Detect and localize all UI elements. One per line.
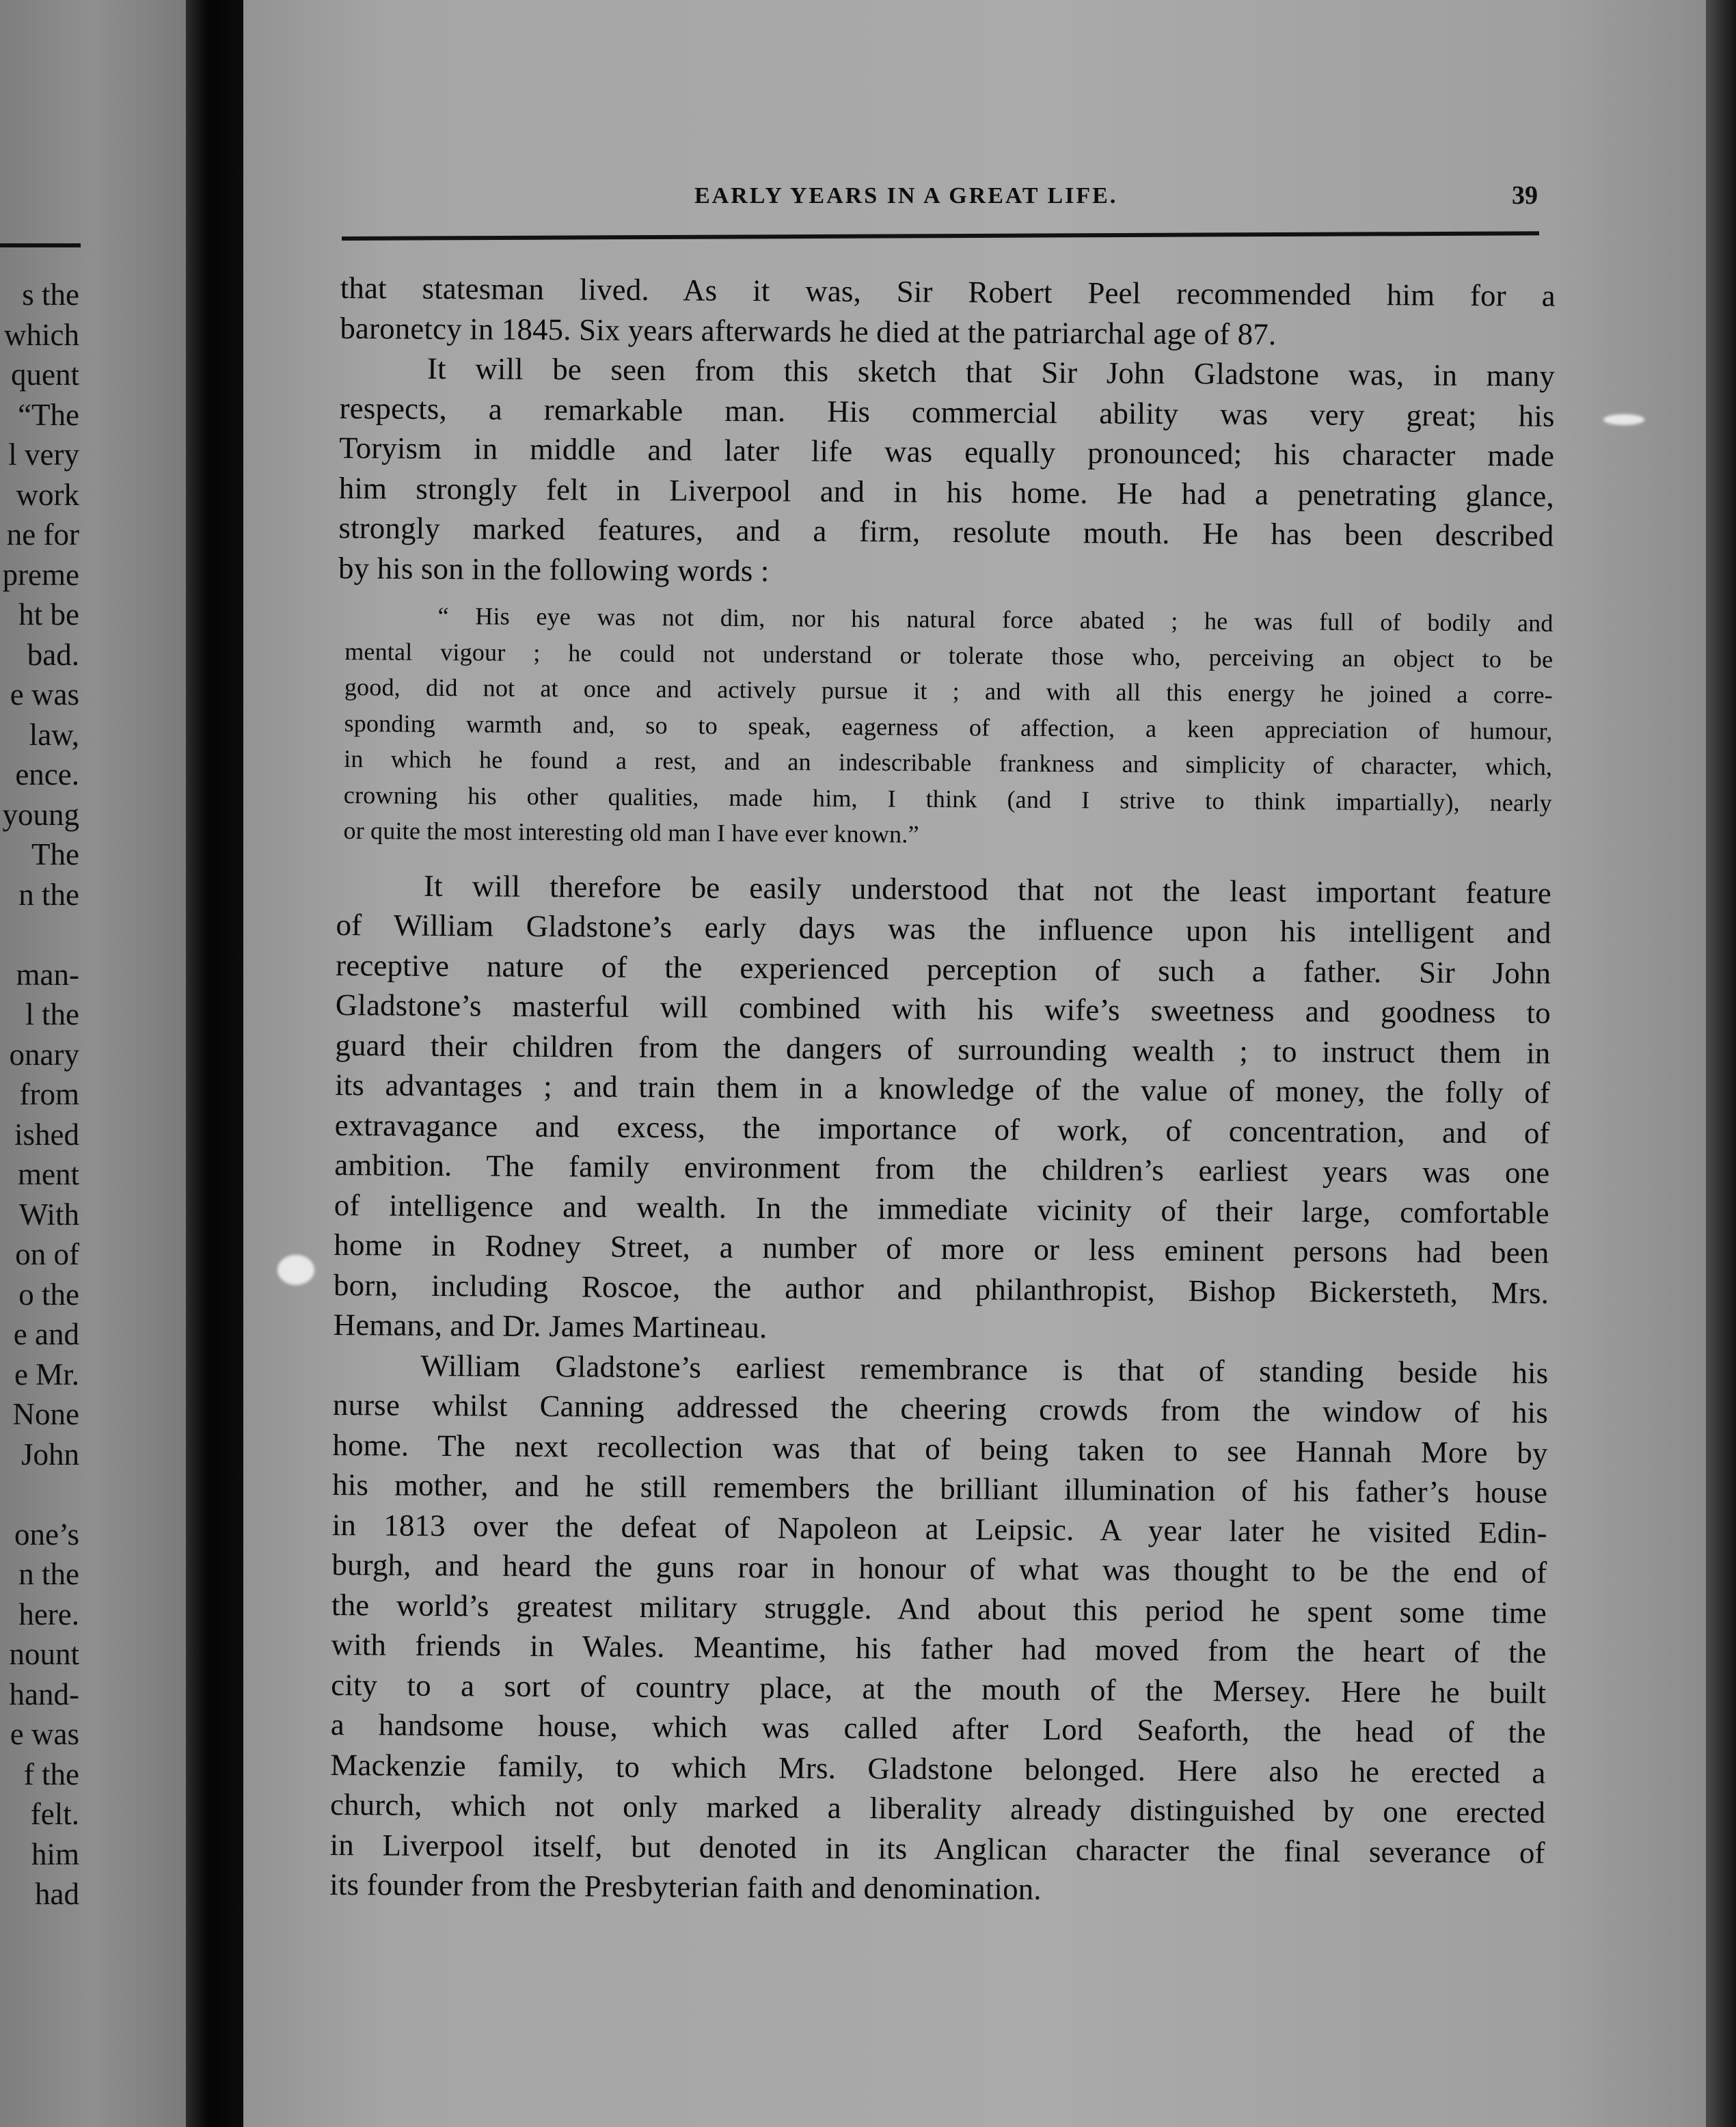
text-line: Gladstone’s masterful will combined with his wife’s sweetness and goodness to: [335, 987, 1551, 1030]
text-line: that statesman lived. As it was, Sir Robert Peel recommended him for a: [340, 270, 1556, 313]
quote-line: or quite the most interesting old man I have ever known.”: [343, 817, 919, 848]
left-page-fragment-line: [3, 915, 80, 955]
left-page-fragment-line: work: [16, 477, 79, 512]
text-line: the world’s greatest military struggle. And about this period he spent some time: [331, 1587, 1547, 1630]
left-page-fragment-line: young: [2, 797, 79, 832]
left-page-fragment-line: ished: [14, 1117, 79, 1152]
left-page-header-rule: [0, 243, 81, 247]
left-page-fragment-line: ht be: [18, 597, 79, 632]
text-line: its advantages ; and train them in a knowledge of the value of money, the folly of: [334, 1067, 1551, 1110]
left-page-fragment-line: ne for: [6, 517, 79, 552]
left-page-fragment-line: ence.: [15, 757, 79, 791]
text-line: a handsome house, which was called after Lord Seaforth, the head of the: [330, 1707, 1546, 1750]
paragraph-1: [340, 268, 1556, 356]
left-page-fragment-line: onary: [9, 1037, 79, 1072]
text-line: home in Rodney Street, a number of more or less eminent persons had been: [334, 1227, 1549, 1270]
text-line: ambition. The family environment from the children’s earliest years was one: [334, 1147, 1550, 1190]
right-page: [243, 0, 1706, 2127]
left-page-fragment-line: which: [4, 317, 79, 352]
left-page-fragment-line: n the: [18, 1557, 79, 1591]
text-line: in 1813 over the defeat of Napoleon at Leipsic. A year later he visited Edin-: [331, 1507, 1547, 1550]
left-page-fragment-line: ment: [18, 1157, 79, 1191]
text-line: his mother, and he still remembers the brilliant illumination of his father’s house: [332, 1467, 1548, 1510]
quote-line: sponding warmth and, so to speak, eagerness of affection, a keen appreciation of humour,: [344, 709, 1553, 745]
left-page-fragment-line: him: [31, 1837, 79, 1871]
text-line: strongly marked features, and a firm, resolute mouth. He has been described: [338, 510, 1554, 553]
left-page-fragment: [0, 0, 186, 2127]
left-page-fragment-line: hand-: [9, 1677, 79, 1711]
left-page-fragment-line: “The: [18, 397, 79, 432]
text-line: with friends in Wales. Meantime, his father had moved from the heart of the: [331, 1627, 1547, 1670]
text-line: home. The next recollection was that of being taken to see Hannah More by: [332, 1427, 1548, 1470]
scan-blemish: [1603, 414, 1644, 425]
left-page-fragment-line: on of: [15, 1237, 79, 1271]
left-page-fragment-line: here.: [18, 1597, 79, 1631]
text-line: Hemans, and Dr. James Martineau.: [333, 1307, 768, 1345]
scan-blemish: [277, 1255, 314, 1285]
text-line: Mackenzie family, to which Mrs. Gladstone belonged. Here also he erected a: [330, 1747, 1546, 1790]
text-line: by his son in the following words :: [338, 550, 770, 588]
left-page-fragment-line: l very: [8, 437, 79, 472]
text-line: born, including Roscoe, the author and philanthropist, Bishop Bickersteth, Mrs.: [333, 1267, 1549, 1310]
text-line: Toryism in middle and later life was equally pronounced; his character made: [339, 430, 1555, 473]
left-page-fragment-line: bad.: [27, 637, 79, 672]
left-page-fragment-line: With: [18, 1197, 79, 1232]
body-text: [329, 268, 1556, 1912]
left-page-fragment-line: s the: [22, 277, 79, 312]
left-page-fragment-line: felt.: [30, 1797, 79, 1831]
text-line: city to a sort of country place, at the mouth of the Mersey. Here he built: [331, 1667, 1547, 1710]
quote-line: in which he found a rest, and an indescribable frankness and simplicity of character, which,: [344, 745, 1553, 781]
text-line: of intelligence and wealth. In the immediate vicinity of their large, comfortable: [334, 1187, 1550, 1230]
paragraph-2: [338, 348, 1555, 596]
left-page-fragment-line: e was: [10, 677, 79, 712]
left-page-fragment-line: None: [12, 1397, 79, 1431]
text-line: extravagance and excess, the importance of work, of concentration, and of: [334, 1107, 1550, 1150]
left-page-fragment-line: e was: [10, 1717, 79, 1751]
text-line: William Gladstone’s earliest remembrance is that of standing beside his: [420, 1348, 1549, 1390]
left-page-fragment-line: e and: [13, 1317, 79, 1351]
header-rule: [342, 231, 1539, 241]
left-page-fragment-line: e Mr.: [14, 1357, 79, 1392]
page-number: 39: [1512, 181, 1538, 210]
text-line: him strongly felt in Liverpool and in his home. He had a penetrating glance,: [338, 470, 1554, 513]
text-line: church, which not only marked a liberality already distinguished by one erected: [329, 1787, 1546, 1830]
quote-line: mental vigour ; he could not understand or tolerate those who, perceiving an object to be: [344, 637, 1554, 673]
left-page-fragment-line: law,: [29, 717, 79, 752]
book-gutter: [186, 0, 243, 2127]
left-page-fragment-line: l the: [25, 997, 79, 1031]
left-page-fragment-line: quent: [11, 357, 79, 392]
left-page-fragment-line: man-: [16, 957, 79, 992]
quote-line: crowning his other qualities, made him, I think (and I strive to think impartially), nearly: [343, 781, 1552, 817]
text-line: burgh, and heard the guns roar in honour of what was thought to be the end of: [331, 1547, 1547, 1590]
text-line: guard their children from the dangers of surrounding wealth ; to instruct them in: [335, 1027, 1551, 1070]
text-line: its founder from the Presbyterian faith and denomination.: [329, 1867, 1042, 1906]
left-page-fragment-line: [3, 1474, 80, 1515]
left-page-fragment-line: nount: [9, 1637, 79, 1671]
text-line: It will therefore be easily understood that not the least important feature: [423, 868, 1552, 910]
paragraph-4: [329, 1344, 1548, 1912]
left-page-fragment-line: preme: [2, 557, 79, 592]
text-line: respects, a remarkable man. His commercial ability was very great; his: [339, 390, 1555, 433]
text-line: It will be seen from this sketch that Sir John Gladstone was, in many: [426, 351, 1556, 393]
left-page-text-fragments: [3, 275, 80, 1914]
block-quote: [336, 597, 1553, 856]
left-page-fragment-line: n the: [18, 877, 79, 912]
left-page-fragment-line: from: [19, 1077, 79, 1111]
left-page-fragment-line: one’s: [14, 1517, 79, 1552]
left-page-fragment-line: f the: [23, 1757, 79, 1791]
running-title: EARLY YEARS IN A GREAT LIFE.: [694, 183, 1118, 208]
text-line: baronetcy in 1845. Six years afterwards he died at the patriarchal age of 87.: [340, 310, 1277, 351]
text-line: of William Gladstone’s early days was the influence upon his intelligent and: [336, 907, 1551, 950]
quote-line: “ His eye was not dim, nor his natural force abated ; he was full of bodily and: [437, 601, 1554, 637]
text-line: receptive nature of the experienced perception of such a father. Sir John: [336, 947, 1551, 990]
text-line: in Liverpool itself, but denoted in its Anglican character the final severance of: [329, 1827, 1545, 1870]
left-page-fragment-line: o the: [18, 1277, 79, 1312]
left-page-fragment-line: The: [31, 837, 79, 871]
paragraph-3: [334, 865, 1552, 1353]
left-page-fragment-line: John: [21, 1437, 79, 1472]
quote-line: good, did not at once and actively pursue it ; and with all this energy he joined a corre-: [344, 673, 1554, 709]
text-line: nurse whilst Canning addressed the cheering crowds from the window of his: [332, 1387, 1549, 1430]
page-edge: [1706, 0, 1736, 2127]
left-page-fragment-line: had: [35, 1877, 79, 1911]
